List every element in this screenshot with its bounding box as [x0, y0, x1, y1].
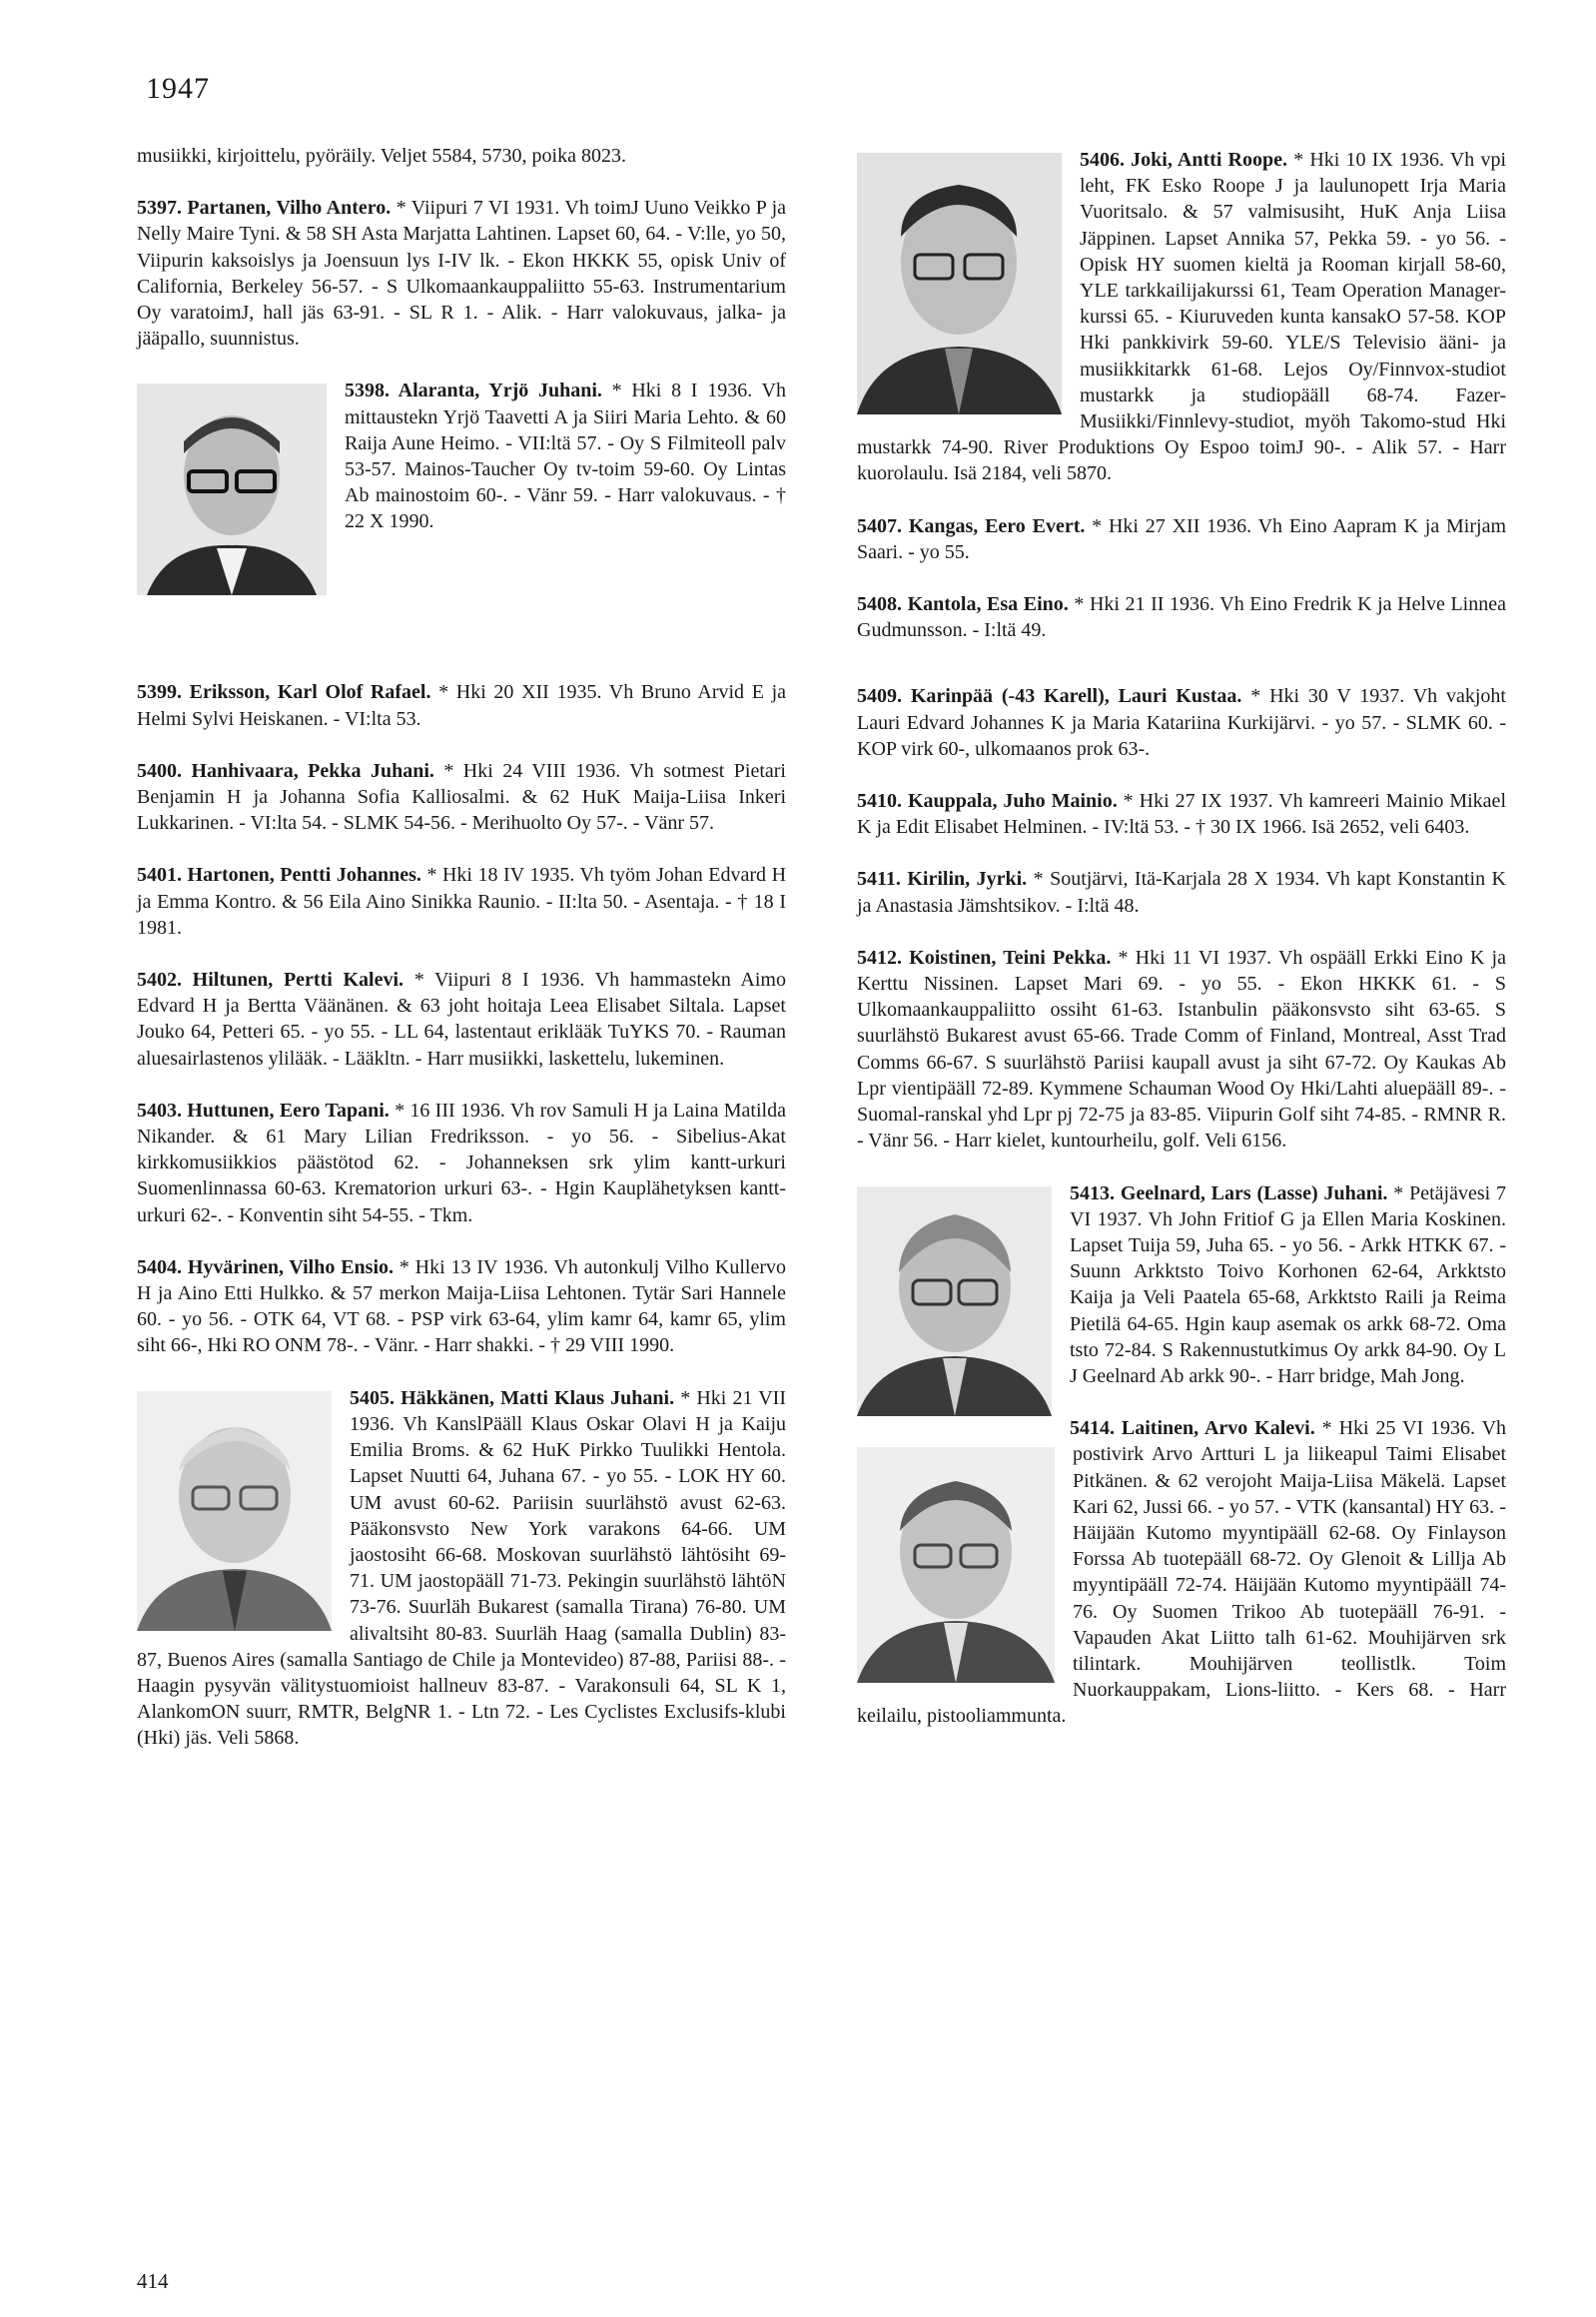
- entry-5413: [857, 1180, 1506, 1390]
- entry-name: 5403. Huttunen, Eero Tapani.: [137, 1099, 390, 1122]
- entry-name: 5398. Alaranta, Yrjö Juhani.: [345, 380, 602, 402]
- entry-text: * Hki 27 XII 1936. Vh Eino Aapram K ja Mirjam Saari. - yo 55.: [857, 514, 1507, 563]
- entry-5411: [857, 866, 1506, 918]
- entry-5401: [137, 862, 786, 941]
- entry-5399: [137, 679, 786, 731]
- entry-name: 5408. Kantola, Esa Eino.: [857, 593, 1069, 616]
- entry-5403: [137, 1098, 786, 1228]
- entry-name: 5410. Kauppala, Juho Mainio.: [857, 790, 1118, 813]
- entry-5407: [857, 513, 1506, 565]
- entry-5402: [137, 967, 786, 1072]
- entry-name: 5411. Kirilin, Jyrki.: [857, 868, 1028, 891]
- portrait-photo: [857, 153, 1062, 414]
- entry-5404: [137, 1254, 786, 1359]
- entry-name: 5406. Joki, Antti Roope.: [1080, 149, 1287, 171]
- entry-text: * Hki 27 IX 1937. Vh kamreeri Mainio Mikael K ja Edit Elisabet Helminen. - IV:ltä 53. - † 30 IX 1966. Isä 2652, veli 6403.: [857, 790, 1506, 839]
- entry-5410: [857, 788, 1506, 840]
- entry-text: * Hki 25 VI 1936. Vh postivirk Arvo Artturi L ja liikeapul Taimi Elisabet Pitkänen. & 62 verojoht Maija-Liisa Mäkelä. Lapset Kari 62, Jussi 66. - yo 57. - VTK (kansantal) HY 63. - Häijään Kutomo myyntipääll 62-68. Oy Finlayson Forssa Ab tuotepääll 68-72. Oy Glenoit & Lillja Ab myyntipääll 72-74. Häijään Kutomo myyntipääll 74-76. Oy Suomen Trikoo Ab tuotepääll 76-91. - Vapauden Akat Liitto talh 61-62. Mouhijärven srk tilintark. Mouhijärven teollistlk. Toim Nuorkauppakam, Lions-liitto. - Kers 68. - Harr keilailu, pistooliammunta.: [857, 1417, 1507, 1728]
- entry-text: * Soutjärvi, Itä-Karjala 28 X 1934. Vh kapt Konstantin K ja Anastasia Jämshtsikov. - I:ltä 48.: [857, 868, 1506, 917]
- entry-5409: [857, 683, 1506, 762]
- entry-text: * Hki 18 IV 1935. Vh työm Johan Edvard H ja Emma Kontro. & 56 Eila Aino Sinikka Raunio. - II:lta 50. - Asentaja. - † 18 I 1981.: [137, 864, 787, 939]
- entry-5414: [857, 1415, 1506, 1729]
- right-column: [857, 147, 1506, 1730]
- entry-text: * Viipuri 8 I 1936. Vh hammastekn Aimo Edvard H ja Bertta Väänänen. & 63 joht hoitaja Leea Elisabet Siltala. Lapset Jouko 64, Petteri 65. - yo 55. - LL 64, lastentaut eriklääk TuYKS 70. - Rauman aluesairlastenos ylilääk. - Lääkltn. - Harr musiikki, laskettelu, lukeminen.: [137, 969, 786, 1070]
- entry-name: 5400. Hanhivaara, Pekka Juhani.: [137, 759, 434, 782]
- entry-5406: [857, 147, 1506, 487]
- portrait-photo: [857, 1186, 1052, 1416]
- entry-5397: [137, 195, 786, 352]
- page-number: 414: [137, 2269, 169, 2293]
- entry-text: * Hki 10 IX 1936. Vh vpi leht, FK Esko Roope J ja laulunopett Irja Maria Vuoritsalo. & 57 valmisusiht, HuK Anja Liisa Jäppinen. Lapset Annika 57, Pekka 59. - yo 56. - Opisk HY suomen kieltä ja Rooman kirjall 58-60, YLE tarkkailijakurssi 61, Team Operation Manager-kurssi 65. - Kiuruveden kunta kansakO 57-58. KOP Hki pankkivirk 59-60. YLE/S Televisio ääni- ja musiikkitarkk 61-68. Lejos Oy/Finnvox-studiot mustarkk ja studiopääll 68-74. Fazer-Musiikki/Finnlevy-studiot, myöh Takomo-stud Hki mustarkk 74-90. River Produktions Oy Espoo toimJ 90-. - Alik 57. - Harr kuorolaulu. Isä 2184, veli 5870.: [857, 149, 1506, 485]
- entry-5412: [857, 945, 1506, 1155]
- entry-name: 5412. Koistinen, Teini Pekka.: [857, 946, 1112, 969]
- entry-text: * Hki 30 V 1937. Vh vakjoht Lauri Edvard Johannes K ja Maria Katariina Kurkijärvi. - yo 57. - SLMK 60. - KOP virk 60-, ulkomaanos prok 63-.: [857, 685, 1506, 760]
- entry-text: * Hki 11 VI 1937. Vh ospääll Erkki Eino K ja Kerttu Nissinen. Lapset Mari 69. - yo 55. - Ekon HKKK 61. - S Ulkomaankauppaliitto ossiht 61-63. Istanbulin pääkonsvsto siht 63-65. S suurlähstö Bukarest avust 65-66. Trade Comm of Finland, Montreal, Asst Trad Comms 66-67. S suurlähstö Pariisi kaupall avust ja siht 67-72. Oy Kaukas Ab Lpr vientipääll 72-89. Kymmene Schauman Wood Oy Hki/Lahti aluepääll 89-. - Suomal-ranskal yhd Lpr pj 72-75 ja 83-85. Viipurin Golf siht 74-85. - RMNR R. - Vänr 56. - Harr kielet, kuntourheilu, golf. Veli 6156.: [857, 946, 1506, 1153]
- entry-name: 5407. Kangas, Eero Evert.: [857, 514, 1086, 537]
- left-column: [137, 143, 786, 1752]
- entry-name: 5399. Eriksson, Karl Olof Rafael.: [137, 681, 431, 704]
- entry-text: * Hki 24 VIII 1936. Vh sotmest Pietari Benjamin H ja Johanna Sofia Kalliosalmi. & 62 HuK Maija-Liisa Inkeri Lukkarinen. - VI:lta 54. - SLMK 54-56. - Merihuolto Oy 57-. - Vänr 57.: [137, 759, 786, 835]
- entry-name: 5397. Partanen, Vilho Antero.: [137, 197, 392, 220]
- entry-text: * Viipuri 7 VI 1931. Vh toimJ Uuno Veikko P ja Nelly Maire Tyni. & 58 SH Asta Marjatta Lahtinen. Lapset 60, 64. - V:lle, yo 50, Viipurin kaksoislys ja Joensuun lys I-IV lk. - Ekon HKKK 55, opisk Univ of California, Berkeley 56-57. - S Ulkomaankauppaliitto 55-63. Instrumentarium Oy varatoimJ, hall jäs 63-91. - SL R 1. - Alik. - Harr valokuvaus, jalka- ja jääpallo, suunnistus.: [137, 197, 787, 351]
- entry-name: 5404. Hyvärinen, Vilho Ensio.: [137, 1255, 394, 1278]
- entry-text: * Petäjävesi 7 VI 1937. Vh John Fritiof G ja Ellen Maria Koskinen. Lapset Tuija 59, Juha 65. - yo 56. - Arkk HTKK 67. - Suunn Arkktsto Toivo Korhonen 62-64, Arkktsto Kaija ja Veli Paatela 65-68, Arkktsto Raili ja Reima Pietilä 64-65. Hgin kaup asemak os arkk 68-72. Oma tsto 72-84. S Rakennustutkimus Oy arkk 84-90. Oy L J Geelnard Ab arkk 90-. - Harr bridge, Mah Jong.: [1070, 1181, 1506, 1387]
- entry-text: * Hki 20 XII 1935. Vh Bruno Arvid E ja Helmi Sylvi Heiskanen. - VI:lta 53.: [137, 681, 786, 730]
- entry-name: 5402. Hiltunen, Pertti Kalevi.: [137, 969, 404, 992]
- entry-5405: [137, 1385, 786, 1752]
- entry-text: * Hki 21 VII 1936. Vh KanslPääll Klaus Oskar Olavi H ja Kaiju Emilia Broms. & 62 HuK Pirkko Tuulikki Hentola. Lapset Nuutti 64, Juhana 67. - yo 55. - LOK HY 60. UM avust 60-62. Pariisin suurlähstö avust 62-63. Pääkonsvsto New York varakons 64-66. UM jaostosiht 66-68. Moskovan suurlähstö lähtösiht 69-71. UM jaostopääll 71-73. Pekingin suurlähstö lähtöN 73-76. Suurläh Bukarest (samalla Tirana) 76-80. UM alivaltsiht 80-83. Suurläh Haag (samalla Dublin) 83-87, Buenos Aires (samalla Santiago de Chile ja Montevideo) 87-88, Pariisi 88-. - Haagin pysyvän välitystuomioist hallneuv 83-87. - Varakonsuli 64, SL K 1, AlankomON suurr, RMTR, BelgNR 1. - Ltn 72. - Les Cyclistes Exclusifs-klubi (Hki) jäs. Veli 5868.: [137, 1386, 786, 1750]
- portrait-photo: [137, 1391, 332, 1631]
- entry-text: * 16 III 1936. Vh rov Samuli H ja Laina Matilda Nikander. & 61 Mary Lilian Fredriksson. - yo 56. - Sibelius-Akat kirkkomusiikkios päästötod 62. - Johanneksen srk ylim kantt-urkuri Suomenlinnassa 60-63. Krematorion urkuri 63-. - Hgin Kauplähetyksen kantt-urkuri 62-. - Konventin siht 54-55. - Tkm.: [137, 1099, 786, 1226]
- entry-name: 5409. Karinpää (-43 Karell), Lauri Kustaa.: [857, 685, 1242, 708]
- entry-text: * Hki 8 I 1936. Vh mittaustekn Yrjö Taavetti A ja Siiri Maria Lehto. & 60 Raija Aune Heimo. - VII:ltä 57. - Oy S Filmiteoll palv 53-57. Mainos-Taucher Oy tv-toim 59-60. Oy Lintas Ab mainostoim 60-. - Vänr 59. - Harr valokuvaus. - † 22 X 1990.: [345, 380, 787, 533]
- entry-5408: [857, 591, 1506, 643]
- portrait-photo: [137, 384, 327, 595]
- entry-name: 5413. Geelnard, Lars (Lasse) Juhani.: [1070, 1181, 1388, 1204]
- page-year-header: 1947: [146, 72, 210, 105]
- entry-text: * Hki 21 II 1936. Vh Eino Fredrik K ja Helve Linnea Gudmunsson. - I:ltä 49.: [857, 593, 1506, 642]
- entry-5398: [137, 378, 786, 631]
- portrait-photo: [857, 1447, 1055, 1683]
- entry-name: 5401. Hartonen, Pentti Johannes.: [137, 864, 421, 887]
- entry-text: * Hki 13 IV 1936. Vh autonkulj Vilho Kullervo H ja Aino Etti Hulkko. & 57 merkon Maija-Liisa Lehtonen. Tytär Sari Hannele 60. - yo 56. - OTK 64, VT 68. - PSP virk 63-64, ylim kamr 64, kamr 65, ylim siht 66-, Hki RO ONM 78-. - Vänr. - Harr shakki. - † 29 VIII 1990.: [137, 1255, 786, 1357]
- entry-name: 5405. Häkkänen, Matti Klaus Juhani.: [350, 1386, 675, 1409]
- entry-name: 5414. Laitinen, Arvo Kalevi.: [1070, 1417, 1315, 1440]
- entry-5400: [137, 758, 786, 837]
- entry-continuation: musiikki, kirjoittelu, pyöräily. Veljet 5584, 5730, poika 8023.: [137, 145, 626, 167]
